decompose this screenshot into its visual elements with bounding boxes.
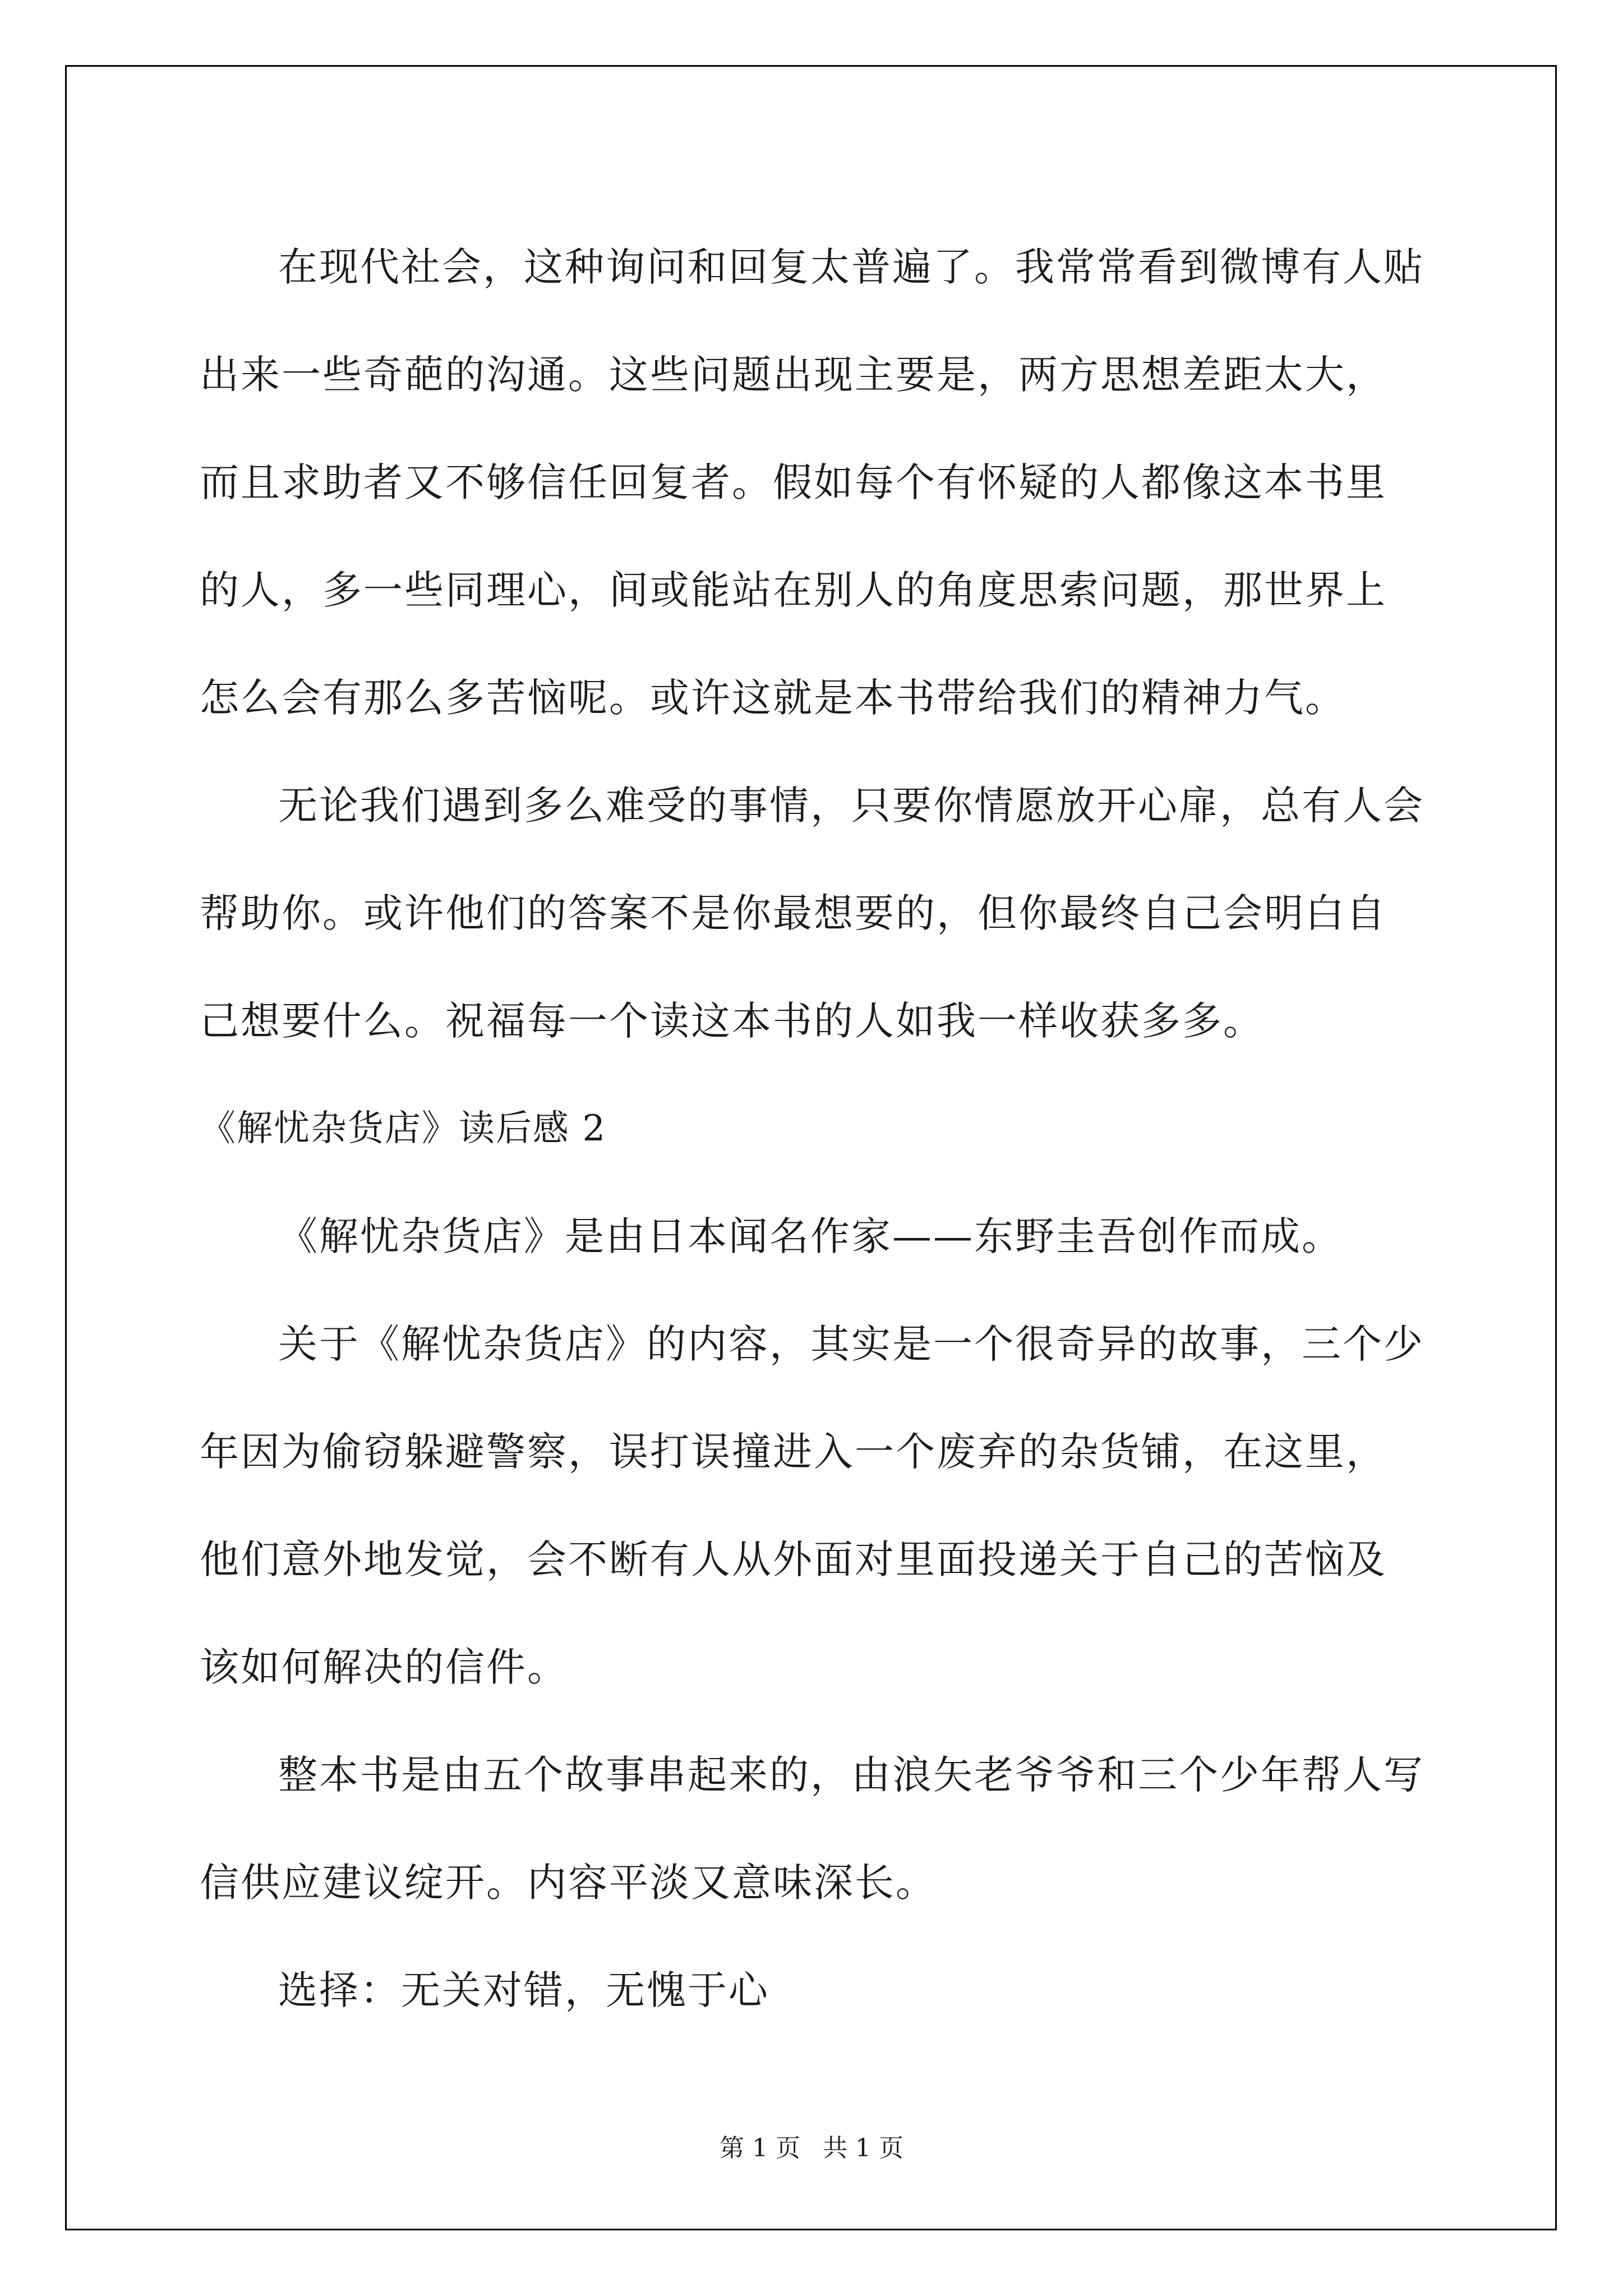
paragraph-4: 关于《解忧杂货店》的内容，其实是一个很奇异的故事，三个少年因为偷窃躲避警察，误打误撞进入一个废弃的杂货铺，在这里，他们意外地发觉，会不断有人从外面对里面投递关于自己的苦恼及该如何解决的信件。 bbox=[200, 1321, 1424, 1690]
paragraph-6: 选择：无关对错，无愧于心 bbox=[278, 1967, 769, 2013]
document-body bbox=[200, 213, 1424, 2044]
page-number-total: 共 1 页 bbox=[823, 2134, 903, 2162]
page-number-current: 第 1 页 bbox=[720, 2134, 800, 2162]
page-footer bbox=[0, 2132, 1623, 2165]
paragraph-2: 无论我们遇到多么难受的事情，只要你情愿放开心扉，总有人会帮助你。或许他们的答案不是你最想要的，但你最终自己会明白自己想要什么。祝福每一个读这本书的人如我一样收获多多。 bbox=[200, 783, 1424, 1044]
section-heading: 《解忧杂货店》读后感 2 bbox=[200, 1108, 607, 1149]
paragraph-5: 整本书是由五个故事串起来的，由浪矢老爷爷和三个少年帮人写信供应建议绽开。内容平淡又意味深长。 bbox=[200, 1752, 1424, 1906]
paragraph-1: 在现代社会，这种询问和回复太普遍了。我常常看到微博有人贴出来一些奇葩的沟通。这些问题出现主要是，两方思想差距太大，而且求助者又不够信任回复者。假如每个有怀疑的人都像这本书里的人，多一些同理心，间或能站在别人的角度思索问题，那世界上怎么会有那么多苦恼呢。或许这就是本书带给我们的精神力气。 bbox=[200, 244, 1424, 721]
paragraph-3: 《解忧杂货店》是由日本闻名作家——东野圭吾创作而成。 bbox=[278, 1213, 1343, 1259]
